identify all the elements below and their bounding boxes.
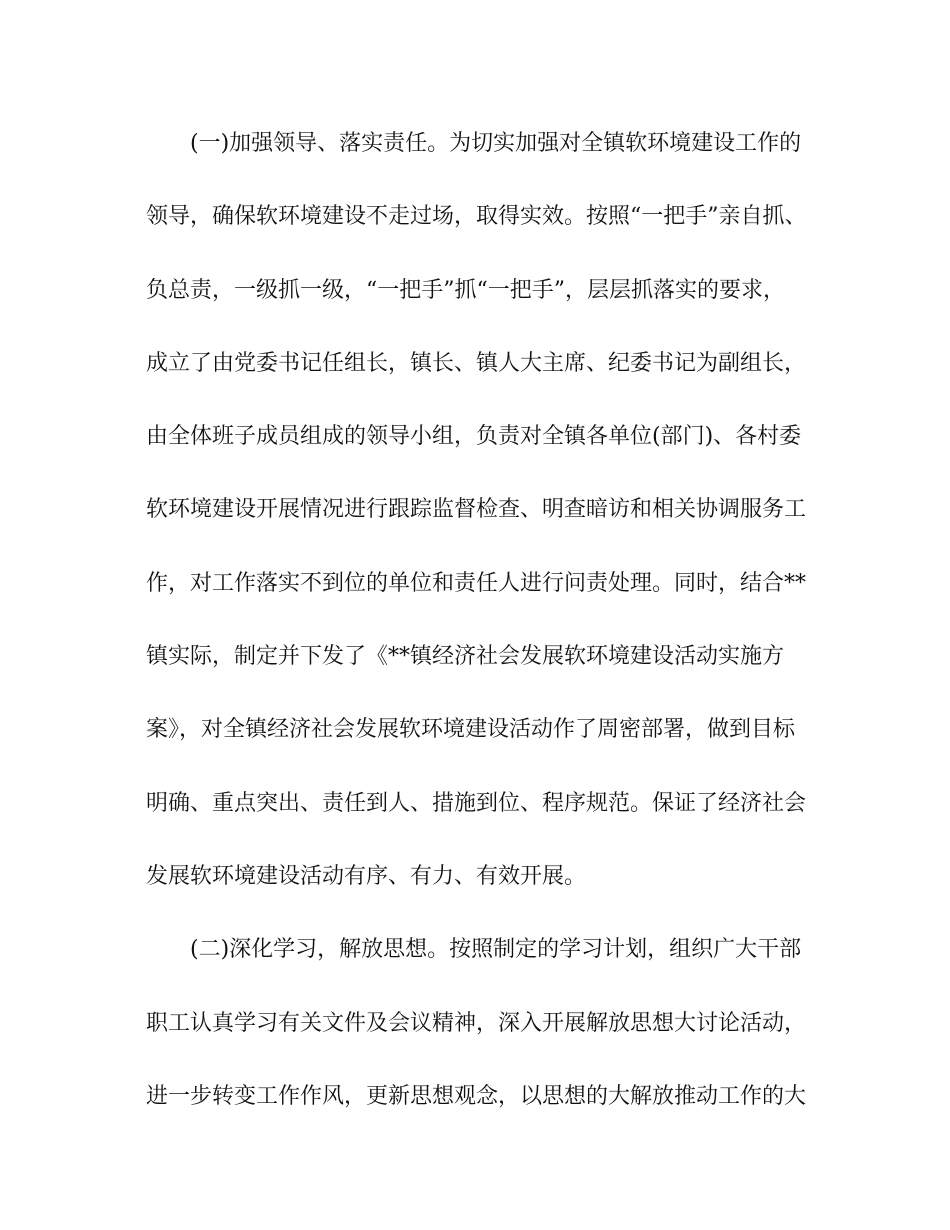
paragraph-1-line-1: (一)加强领导、落实责任。为切实加强对全镇软环境建设工作的: [190, 131, 802, 156]
paragraph-1-line-8: 镇实际，制定并下发了《**镇经济社会发展软环境建设活动实施方: [146, 644, 785, 670]
paragraph-1-line-2: 领导，确保软环境建设不走过场，取得实效。按照“一把手”亲自抓、: [146, 204, 807, 230]
body-text: [146, 121, 816, 1147]
paragraph-2-line-2: 职工认真学习有关文件及会议精神，深入开展解放思想大讨论活动，: [146, 1010, 807, 1036]
paragraph-1-line-10: 明确、重点突出、责任到人、措施到位、程序规范。保证了经济社会: [146, 790, 807, 816]
paragraph-1-line-6: 软环境建设开展情况进行跟踪监督检查、明查暗访和相关协调服务工: [146, 497, 807, 523]
paragraph-2-line-1: (二)深化学习，解放思想。按照制定的学习计划，组织广大干部: [190, 937, 802, 963]
paragraph-1-line-9: 案》，对全镇经济社会发展软环境建设活动作了周密部署，做到目标: [146, 717, 796, 743]
paragraph-1-line-5: 由全体班子成员组成的领导小组，负责对全镇各单位(部门)、各村委: [146, 424, 802, 450]
paragraph-1-line-4: 成立了由党委书记任组长，镇长、镇人大主席、纪委书记为副组长，: [146, 350, 807, 376]
paragraph-1-line-3: 负总责，一级抓一级，“一把手”抓“一把手”，层层抓落实的要求，: [146, 277, 785, 303]
paragraph-2-line-3: 进一步转变工作作风，更新思想观念，以思想的大解放推动工作的大: [146, 1083, 807, 1109]
paragraph-1-line-11: 发展软环境建设活动有序、有力、有效开展。: [146, 863, 587, 889]
paragraph-1-line-7: 作，对工作落实不到位的单位和责任人进行问责处理。同时，结合**: [146, 570, 807, 596]
